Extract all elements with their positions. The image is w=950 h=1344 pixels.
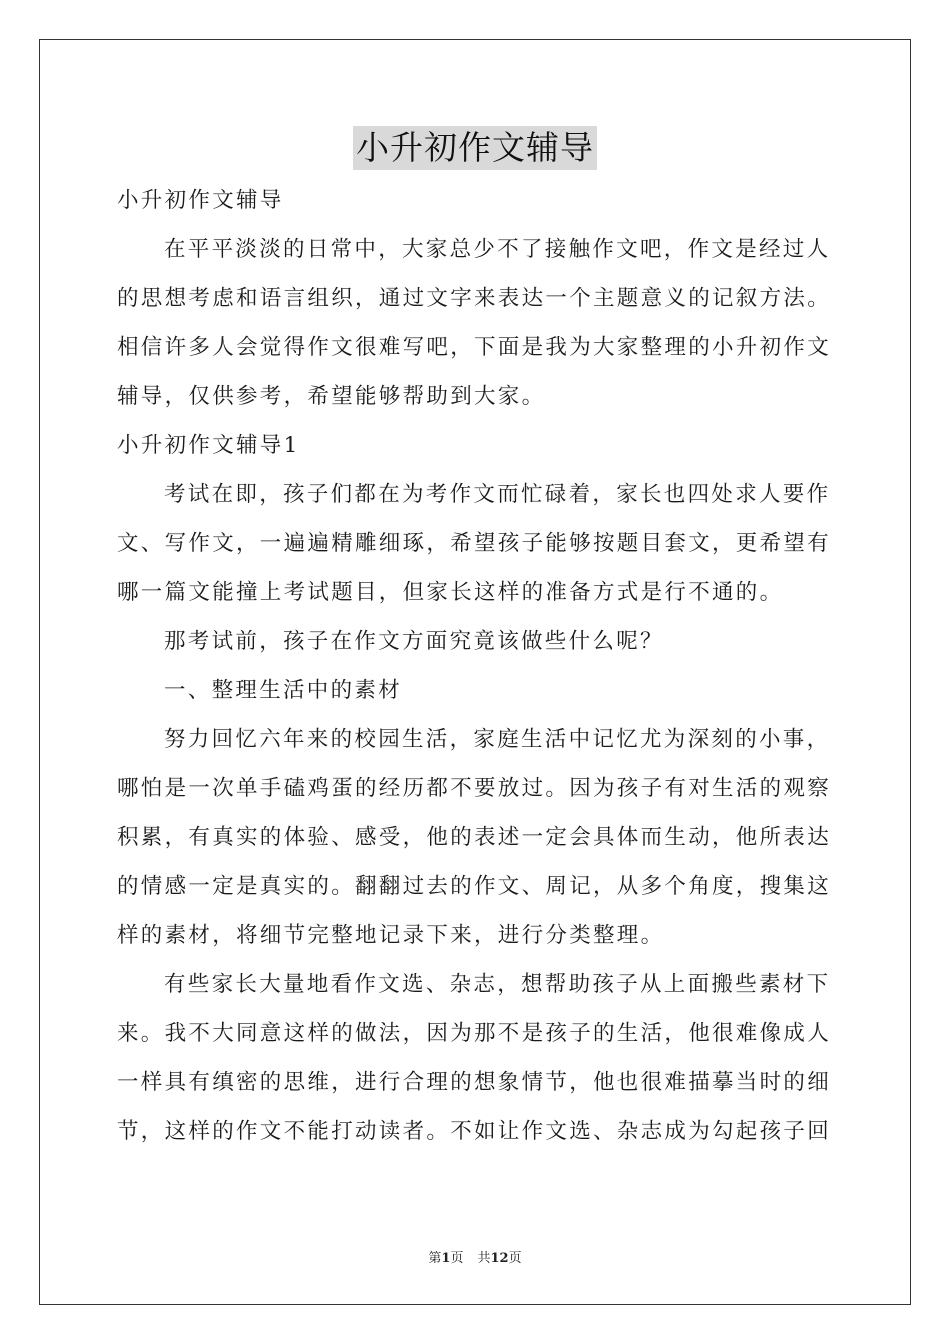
total-label-suffix: 页 [508,1251,522,1266]
text-line: 文、写作文，一遍遍精雕细琢，希望孩子能够按题目套文，更希望有 [117,531,832,556]
text-line: 的思想考虑和语言组织，通过文字来表达一个主题意义的记叙方法。 [117,286,832,311]
text-line: 有些家长大量地看作文选、杂志，想帮助孩子从上面搬些素材下 [164,972,831,997]
text-line: 努力回忆六年来的校园生活，家庭生活中记忆尤为深刻的小事， [164,727,831,752]
text-line: 的情感一定是真实的。翻翻过去的作文、周记，从多个角度，搜集这 [117,874,832,899]
text-line: 小升初作文辅导 [117,188,284,213]
text-line: 积累，有真实的体验、感受，他的表述一定会具体而生动，他所表达 [117,825,832,850]
document-title-wrapper [0,126,950,170]
text-line: 哪一篇文能撞上考试题目，但家长这样的准备方式是行不通的。 [117,580,784,605]
text-line: 哪怕是一次单手磕鸡蛋的经历都不要放过。因为孩子有对生活的观察 [117,776,832,801]
page-footer [0,1247,950,1266]
text-line: 那考试前，孩子在作文方面究竟该做些什么呢？ [164,629,664,654]
text-line: 来。我不大同意这样的做法，因为那不是孩子的生活，他很难像成人 [117,1021,832,1046]
text-line: 考试在即，孩子们都在为考作文而忙碌着，家长也四处求人要作 [164,482,831,507]
text-line: 相信许多人会觉得作文很难写吧，下面是我为大家整理的小升初作文 [117,335,832,360]
text-line: 节，这样的作文不能打动读者。不如让作文选、杂志成为勾起孩子回 [117,1119,832,1144]
text-line: 一、整理生活中的素材 [164,678,403,703]
total-label-prefix: 共 [477,1251,491,1266]
text-line: 辅导，仅供参考，希望能够帮助到大家。 [117,384,546,409]
text-line: 样的素材，将细节完整地记录下来，进行分类整理。 [117,923,665,948]
text-line: 小升初作文辅导1 [117,433,300,458]
document-title: 小升初作文辅导 [353,126,597,170]
text-line: 一样具有缜密的思维，进行合理的想象情节，他也很难描摹当时的细 [117,1070,832,1095]
page-label-prefix: 第 [428,1251,442,1266]
document-body [117,176,837,1156]
total-pages: 12 [490,1251,509,1266]
page-number: 1 [441,1251,451,1266]
page-label-suffix: 页 [450,1251,464,1266]
text-line: 在平平淡淡的日常中，大家总少不了接触作文吧，作文是经过人 [164,237,831,262]
